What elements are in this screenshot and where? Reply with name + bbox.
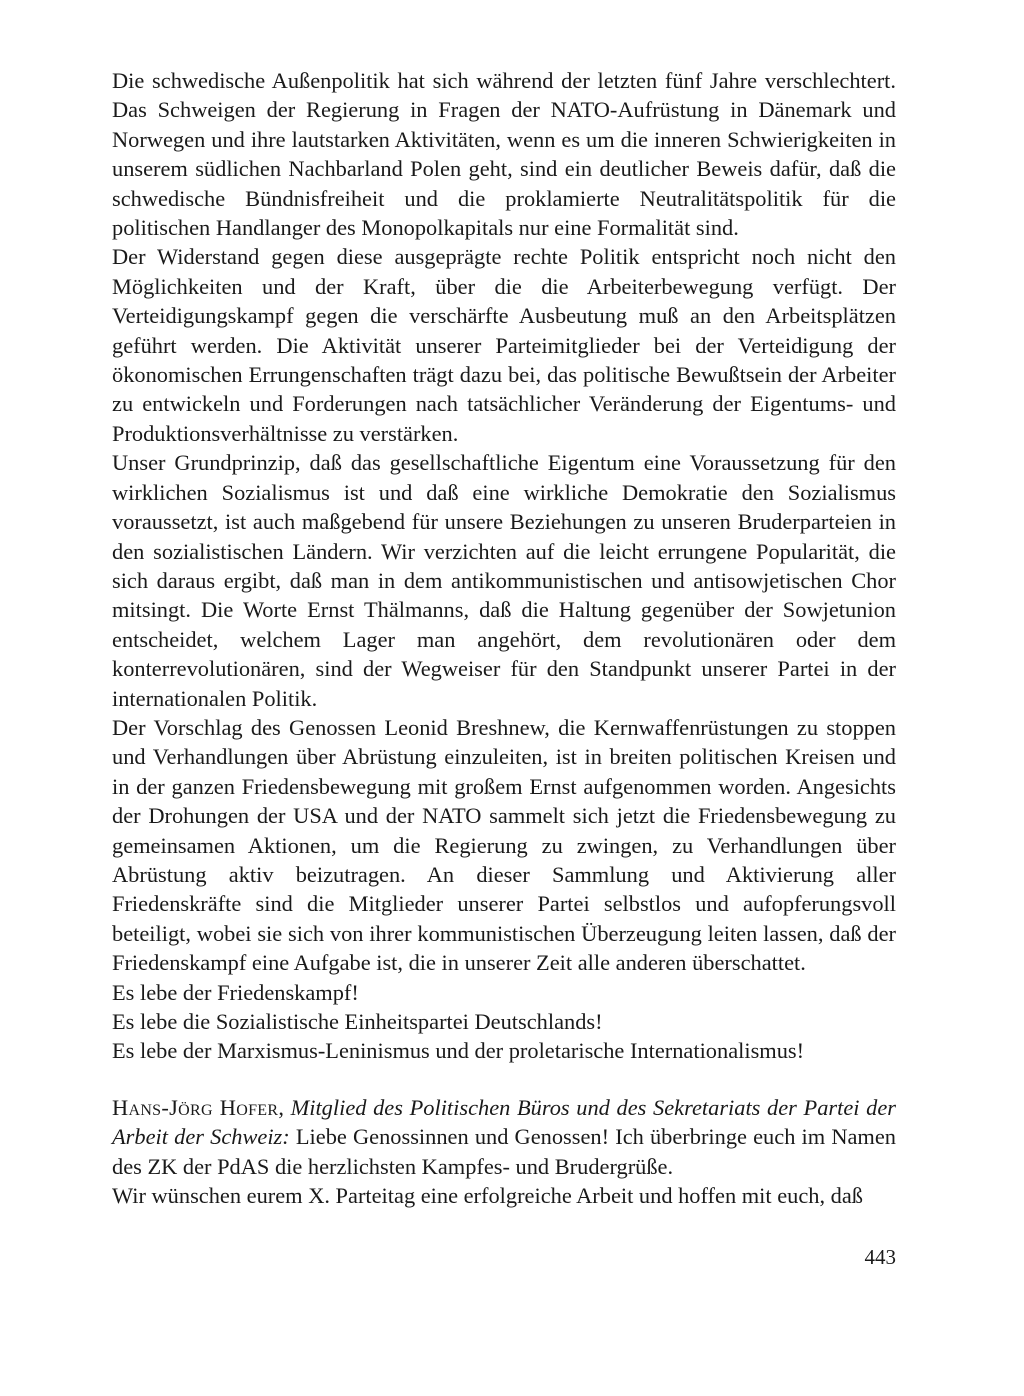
section-gap — [112, 1066, 896, 1093]
body-text — [112, 66, 896, 1210]
speech-next-paragraph: Wir wünschen eurem X. Parteitag eine erfolgreiche Arbeit und hoffen mit euch, daß — [112, 1183, 863, 1209]
cheer-line: Es lebe der Marxismus-Leninismus und der proletarische Internationalismus! — [112, 1038, 805, 1064]
cheer-line: Es lebe der Friedenskampf! — [112, 979, 359, 1005]
cheer-line: Es lebe die Sozialistische Einheitspartei Deutschlands! — [112, 1009, 603, 1034]
speaker-name: Hans-Jörg Hofer — [112, 1094, 279, 1120]
paragraph-peace-proposal: Der Vorschlag des Genossen Leonid Breshnew, die Kernwaffenrüstungen zu stoppen und Verhandlungen über Abrüstung einzuleiten, ist in breiten politischen Kreisen und in der ganzen Friedensbewegung mit großem Ernst aufgenommen worden. Angesichts der Drohungen der USA und der NATO sammelt sich jetzt die Friedensbewegung zu gemeinsamen Aktionen, um die Regierung zu zwingen, zu Verhandlungen über Abrüstung aktiv beizutragen. An dieser Sammlung und Aktivierung aller Friedenskräfte sind die Mitglieder unserer Partei selbstlos und aufopferungsvoll beteiligt, wobei sie sich von ihrer kommunistischen Überzeugung leiten lassen, daß der Friedenskampf eine Aufgabe ist, die in unserer Zeit alle anderen überschattet. — [112, 714, 896, 976]
speech-intro — [112, 1093, 896, 1181]
cheers-list — [112, 978, 896, 1066]
speaker-role: Mitglied des Politischen Büros und des Sekretariats der Partei der Arbeit der Schweiz: — [112, 1094, 896, 1150]
paragraph-foreign-policy: Die schwedische Außenpolitik hat sich während der letzten fünf Jahre verschlechtert. Das Schweigen der Regierung in Fragen der NATO-Aufrüstung in Dänemark und Norwegen und ihre lautstarken Aktivitäten, wenn es um die inneren Schwierigkeiten in unserem südlichen Nachbarland Polen geht, sind ein deutlicher Beweis dafür, daß die schwedische Bündnisfreiheit und die proklamierte Neutralitätspolitik für die politischen Handlanger des Monopolkapitals nur eine Formalität sind. — [112, 68, 896, 241]
page-number: 443 — [864, 1245, 896, 1269]
paragraph-resistance: Der Widerstand gegen diese ausgeprägte rechte Politik entspricht noch nicht den Möglichkeiten und der Kraft, über die die Arbeiterbewegung verfügt. Der Verteidigungskampf gegen die verschärfte Ausbeutung muß an den Arbeitsplätzen geführt werden. Die Aktivität unserer Parteimitglieder bei der Verteidigung der ökonomischen Errungenschaften trägt dazu bei, das politische Bewußtsein der Arbeiter zu entwickeln und Forderungen nach tatsächlicher Veränderung der Eigentums- und Produktionsverhältnisse zu verstärken. — [112, 244, 896, 446]
speaker-separator: , — [278, 1094, 291, 1120]
speech-opening: Liebe Genossinnen und Genossen! Ich überbringe euch im Namen des ZK der PdAS die herzlichsten Kampfes- und Brudergrüße. — [112, 1124, 896, 1179]
paragraph-principles: Unser Grundprinzip, daß das gesellschaftliche Eigentum eine Voraussetzung für den wirklichen Sozialismus ist und daß eine wirkliche Demokratie den Sozialismus voraussetzt, ist auch maßgebend für unsere Beziehungen zu unseren Bruderparteien in den sozialistischen Ländern. Wir verzichten auf die leicht errungene Popularität, die sich daraus ergibt, daß man in dem antikommunistischen und antisowjetischen Chor mitsingt. Die Worte Ernst Thälmanns, daß die Haltung gegenüber der Sowjetunion entscheidet, welchem Lager man angehört, dem revolutionären oder dem konterrevolutionären, sind der Wegweiser für den Standpunkt unserer Partei in der internationalen Politik. — [112, 450, 896, 711]
